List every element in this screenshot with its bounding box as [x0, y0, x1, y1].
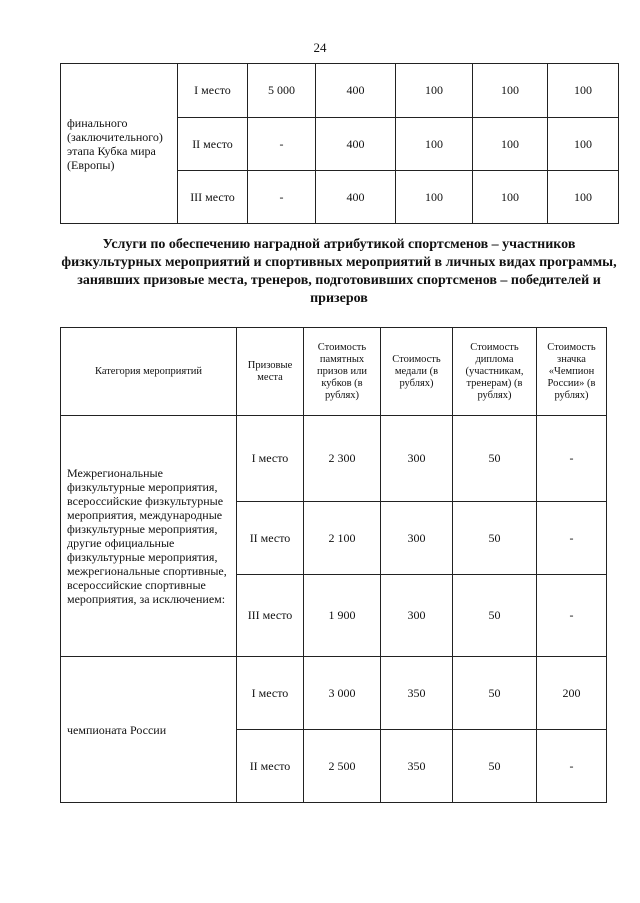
value-cell: 100 [396, 64, 473, 118]
category-cell: чемпионата России [61, 657, 237, 803]
place-cell: II место [237, 730, 304, 803]
place-cell: III место [178, 171, 248, 224]
value-cell: - [537, 730, 607, 803]
category-line: (заключительного) [67, 129, 163, 144]
cup-awards-table [60, 63, 619, 224]
value-cell: - [248, 118, 316, 171]
table-row [61, 416, 607, 502]
value-cell: 100 [396, 171, 473, 224]
value-cell: 50 [453, 730, 537, 803]
place-cell: I место [237, 657, 304, 730]
category-line: этапа Кубка мира [67, 143, 156, 158]
header-places: Призовые места [237, 328, 304, 416]
place-cell: II место [178, 118, 248, 171]
value-cell: 2 100 [304, 502, 381, 575]
awards-cost-table [60, 327, 607, 803]
value-cell: 100 [473, 118, 548, 171]
table-row [61, 657, 607, 730]
header-prize-cost: Стоимость памятных призов или кубков (в рублях) [304, 328, 381, 416]
value-cell: 100 [473, 171, 548, 224]
header-category: Категория мероприятий [61, 328, 237, 416]
place-cell: I место [237, 416, 304, 502]
place-cell: I место [178, 64, 248, 118]
place-cell: II место [237, 502, 304, 575]
value-cell: 50 [453, 416, 537, 502]
value-cell: 1 900 [304, 575, 381, 657]
value-cell: 350 [381, 730, 453, 803]
header-row [61, 328, 607, 416]
value-cell: 200 [537, 657, 607, 730]
header-diploma-cost: Стоимость диплома (участникам, тренерам) (в рублях) [453, 328, 537, 416]
value-cell: 300 [381, 575, 453, 657]
value-cell: 400 [316, 118, 396, 171]
value-cell: 300 [381, 502, 453, 575]
header-badge-cost: Стоимость значка «Чемпион России» (в рублях) [537, 328, 607, 416]
value-cell: 50 [453, 502, 537, 575]
value-cell: 400 [316, 64, 396, 118]
value-cell: - [537, 575, 607, 657]
value-cell: - [537, 502, 607, 575]
table-row [61, 64, 619, 118]
value-cell: 100 [396, 118, 473, 171]
value-cell: 50 [453, 657, 537, 730]
value-cell: 350 [381, 657, 453, 730]
value-cell: 100 [548, 171, 619, 224]
value-cell: 2 300 [304, 416, 381, 502]
category-line: (Европы) [67, 157, 115, 172]
value-cell: 400 [316, 171, 396, 224]
value-cell: 5 000 [248, 64, 316, 118]
value-cell: - [537, 416, 607, 502]
value-cell: 100 [473, 64, 548, 118]
category-cell [61, 64, 178, 224]
category-cell: Межрегиональные физкультурные мероприятия, всероссийские физкультурные мероприятия, международные физкультурные мероприятия, другие официальные физкультурные мероприятия, межрегиональные спортивные, всероссийские спортивные мероприятия, за исключением: [61, 416, 237, 657]
value-cell: - [248, 171, 316, 224]
header-medal-cost: Стоимость медали (в рублях) [381, 328, 453, 416]
page-number: 24 [313, 40, 327, 55]
value-cell: 2 500 [304, 730, 381, 803]
value-cell: 100 [548, 118, 619, 171]
category-line: финального [67, 115, 128, 130]
section-heading: Услуги по обеспечению наградной атрибутикой спортсменов – участников физкультурных мероприятий и спортивных мероприятий в личных видах программы, занявших призовые места, тренеров, подготовивших спортсменов – победителей и призеров [61, 237, 617, 306]
value-cell: 300 [381, 416, 453, 502]
value-cell: 3 000 [304, 657, 381, 730]
value-cell: 50 [453, 575, 537, 657]
place-cell: III место [237, 575, 304, 657]
value-cell: 100 [548, 64, 619, 118]
